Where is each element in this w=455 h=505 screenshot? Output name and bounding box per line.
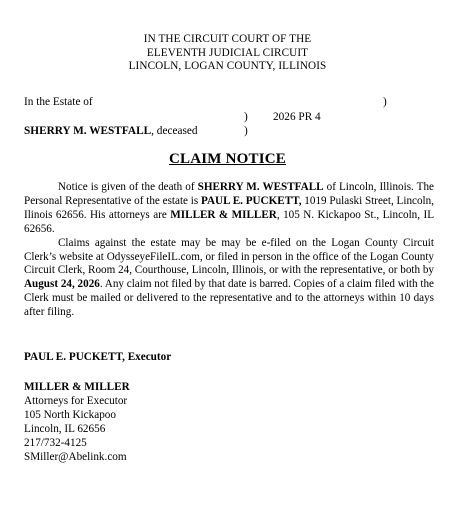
p1-representative-name: PAUL E. PUCKETT,	[201, 194, 302, 207]
attorney-phone: 217/732-4125	[24, 437, 87, 449]
death-notice-paragraph	[24, 181, 434, 237]
court-header-line-2: ELEVENTH JUDICIAL CIRCUIT	[146, 46, 309, 59]
executor-signature: PAUL E. PUCKETT, Executor	[24, 351, 172, 363]
p1-text-1: Notice is given of the death of	[58, 181, 198, 193]
attorney-role: Attorneys for Executor	[24, 395, 128, 407]
p1-text-3: 1019 Pulaski Street, Lincoln, Ilinois 62656. His attorneys are	[24, 194, 434, 221]
decedent-line	[24, 124, 198, 138]
p2-text-2: . Any claim not filed by that date is barred. Copies of a claim filed with the Clerk must be mailed or delivered to the representative and to the attorneys within 10 days after filing.	[24, 278, 434, 319]
caption-bracket-bottom: )	[244, 125, 248, 137]
court-header-line-1: IN THE CIRCUIT COURT OF THE	[143, 33, 312, 45]
attorney-city: Lincoln, IL 62656	[24, 423, 106, 435]
estate-prefix: In the Estate of	[24, 96, 93, 108]
attorney-firm: MILLER & MILLER	[24, 381, 130, 393]
claims-paragraph	[24, 237, 434, 320]
decedent-suffix: , deceased	[151, 125, 198, 137]
attorney-block	[24, 380, 130, 464]
case-number: 2026 PR 4	[273, 111, 321, 123]
attorney-street: 105 North Kickapoo	[24, 409, 116, 421]
p1-attorney-firm: MILLER & MILLER	[170, 208, 277, 221]
decedent-name: SHERRY M. WESTFALL	[24, 125, 152, 137]
court-header	[0, 33, 455, 74]
attorney-email: SMiller@Abelink.com	[24, 451, 127, 463]
p1-text-4: , 105 N. Kickapoo St., Lincoln, IL 62656.	[24, 208, 434, 235]
p1-text-2: of Lincoln, Illinois. The Personal Representative of the estate is	[24, 181, 435, 207]
court-header-line-3: LINCOLN, LOGAN COUNTY, ILLINOIS	[128, 60, 327, 72]
caption-bracket-top: )	[383, 96, 387, 108]
p1-decedent-name: SHERRY M. WESTFALL	[197, 181, 324, 193]
p2-deadline-date: August 24, 2026	[24, 278, 100, 291]
p2-text-1: Claims against the estate may be may be e-filed on the Logan County Circuit Clerk’s website at OdysseyeFileIL.com, or filed in person in the office of the Logan County Circuit Clerk, Room 24, Courthouse, Lincoln, Illinois, or with the representative, or both by	[24, 236, 434, 277]
caption-bracket-middle: )	[244, 111, 248, 123]
notice-body	[24, 181, 434, 320]
notice-title: CLAIM NOTICE	[169, 151, 286, 167]
